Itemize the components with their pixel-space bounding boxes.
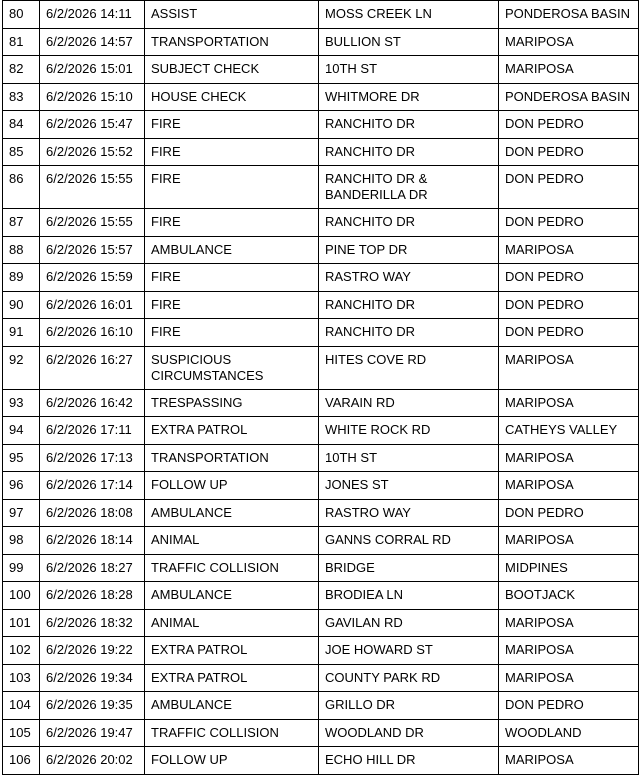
incident-datetime: 6/2/2026 19:22 bbox=[40, 637, 145, 665]
incident-area: DON PEDRO bbox=[499, 138, 639, 166]
incident-location: RANCHITO DR bbox=[319, 111, 499, 139]
incident-area: DON PEDRO bbox=[499, 166, 639, 209]
table-row bbox=[3, 417, 639, 445]
incident-type: TRESPASSING bbox=[145, 389, 319, 417]
incident-area: PONDEROSA BASIN bbox=[499, 1, 639, 29]
incident-area: DON PEDRO bbox=[499, 291, 639, 319]
incident-type: EXTRA PATROL bbox=[145, 664, 319, 692]
incident-number: 101 bbox=[3, 609, 40, 637]
table-row bbox=[3, 499, 639, 527]
incident-datetime: 6/2/2026 16:10 bbox=[40, 319, 145, 347]
incident-number: 98 bbox=[3, 527, 40, 555]
incident-number: 86 bbox=[3, 166, 40, 209]
incident-datetime: 6/2/2026 14:11 bbox=[40, 1, 145, 29]
incident-type: EXTRA PATROL bbox=[145, 417, 319, 445]
incident-area: PONDEROSA BASIN bbox=[499, 83, 639, 111]
incident-datetime: 6/2/2026 20:02 bbox=[40, 747, 145, 775]
incident-location: HITES COVE RD bbox=[319, 346, 499, 389]
incident-type: FIRE bbox=[145, 291, 319, 319]
incident-number: 91 bbox=[3, 319, 40, 347]
incident-datetime: 6/2/2026 15:55 bbox=[40, 209, 145, 237]
incident-location: ECHO HILL DR bbox=[319, 747, 499, 775]
incident-number: 94 bbox=[3, 417, 40, 445]
incident-location: WHITE ROCK RD bbox=[319, 417, 499, 445]
table-row bbox=[3, 28, 639, 56]
incident-datetime: 6/2/2026 18:27 bbox=[40, 554, 145, 582]
incident-location: WOODLAND DR bbox=[319, 719, 499, 747]
incident-type: TRAFFIC COLLISION bbox=[145, 554, 319, 582]
incident-datetime: 6/2/2026 14:57 bbox=[40, 28, 145, 56]
incident-type: AMBULANCE bbox=[145, 236, 319, 264]
table-row bbox=[3, 346, 639, 389]
incident-area: MARIPOSA bbox=[499, 56, 639, 84]
table-row bbox=[3, 664, 639, 692]
incident-number: 81 bbox=[3, 28, 40, 56]
table-row bbox=[3, 138, 639, 166]
incident-type: TRAFFIC COLLISION bbox=[145, 719, 319, 747]
incident-area: BOOTJACK bbox=[499, 582, 639, 610]
incident-location: COUNTY PARK RD bbox=[319, 664, 499, 692]
incident-area: DON PEDRO bbox=[499, 264, 639, 292]
incident-number: 102 bbox=[3, 637, 40, 665]
incident-area: MARIPOSA bbox=[499, 664, 639, 692]
incident-area: MARIPOSA bbox=[499, 527, 639, 555]
table-row bbox=[3, 719, 639, 747]
incident-datetime: 6/2/2026 15:55 bbox=[40, 166, 145, 209]
incident-location: RANCHITO DR bbox=[319, 319, 499, 347]
incident-type: FOLLOW UP bbox=[145, 472, 319, 500]
incident-number: 82 bbox=[3, 56, 40, 84]
table-row bbox=[3, 166, 639, 209]
table-row bbox=[3, 264, 639, 292]
incident-type: ASSIST bbox=[145, 1, 319, 29]
table-row bbox=[3, 554, 639, 582]
incident-datetime: 6/2/2026 16:42 bbox=[40, 389, 145, 417]
incident-number: 80 bbox=[3, 1, 40, 29]
table-row bbox=[3, 582, 639, 610]
incident-location: WHITMORE DR bbox=[319, 83, 499, 111]
incident-location: MOSS CREEK LN bbox=[319, 1, 499, 29]
incident-location: BRODIEA LN bbox=[319, 582, 499, 610]
incident-number: 93 bbox=[3, 389, 40, 417]
incident-datetime: 6/2/2026 15:10 bbox=[40, 83, 145, 111]
incident-datetime: 6/2/2026 18:32 bbox=[40, 609, 145, 637]
incident-number: 100 bbox=[3, 582, 40, 610]
table-row bbox=[3, 609, 639, 637]
table-row bbox=[3, 291, 639, 319]
incident-area: WOODLAND bbox=[499, 719, 639, 747]
incident-datetime: 6/2/2026 19:47 bbox=[40, 719, 145, 747]
incident-location: GAVILAN RD bbox=[319, 609, 499, 637]
incident-area: DON PEDRO bbox=[499, 209, 639, 237]
incident-area: DON PEDRO bbox=[499, 319, 639, 347]
incident-number: 106 bbox=[3, 747, 40, 775]
incident-area: MARIPOSA bbox=[499, 389, 639, 417]
incident-datetime: 6/2/2026 17:11 bbox=[40, 417, 145, 445]
incident-number: 99 bbox=[3, 554, 40, 582]
table-row bbox=[3, 1, 639, 29]
table-row bbox=[3, 111, 639, 139]
incident-datetime: 6/2/2026 18:08 bbox=[40, 499, 145, 527]
incident-type: SUBJECT CHECK bbox=[145, 56, 319, 84]
incident-location: 10TH ST bbox=[319, 56, 499, 84]
incident-datetime: 6/2/2026 19:35 bbox=[40, 692, 145, 720]
incident-location: VARAIN RD bbox=[319, 389, 499, 417]
incident-number: 88 bbox=[3, 236, 40, 264]
incident-location: RANCHITO DR bbox=[319, 291, 499, 319]
incident-number: 89 bbox=[3, 264, 40, 292]
incident-area: DON PEDRO bbox=[499, 111, 639, 139]
incident-datetime: 6/2/2026 18:14 bbox=[40, 527, 145, 555]
incident-area: MARIPOSA bbox=[499, 346, 639, 389]
incident-location: GANNS CORRAL RD bbox=[319, 527, 499, 555]
incident-number: 92 bbox=[3, 346, 40, 389]
incident-location: RASTRO WAY bbox=[319, 264, 499, 292]
incident-area: MARIPOSA bbox=[499, 637, 639, 665]
incident-log-body bbox=[3, 1, 639, 775]
table-row bbox=[3, 444, 639, 472]
incident-number: 90 bbox=[3, 291, 40, 319]
incident-log-table bbox=[2, 0, 639, 775]
incident-area: DON PEDRO bbox=[499, 692, 639, 720]
incident-datetime: 6/2/2026 15:01 bbox=[40, 56, 145, 84]
incident-location: RANCHITO DR bbox=[319, 209, 499, 237]
table-row bbox=[3, 56, 639, 84]
incident-location: JOE HOWARD ST bbox=[319, 637, 499, 665]
incident-location: GRILLO DR bbox=[319, 692, 499, 720]
incident-area: MARIPOSA bbox=[499, 472, 639, 500]
incident-number: 83 bbox=[3, 83, 40, 111]
incident-datetime: 6/2/2026 17:14 bbox=[40, 472, 145, 500]
incident-type: FIRE bbox=[145, 209, 319, 237]
incident-type: AMBULANCE bbox=[145, 692, 319, 720]
incident-type: TRANSPORTATION bbox=[145, 444, 319, 472]
incident-location: RANCHITO DR & BANDERILLA DR bbox=[319, 166, 499, 209]
incident-location: JONES ST bbox=[319, 472, 499, 500]
incident-number: 84 bbox=[3, 111, 40, 139]
incident-type: EXTRA PATROL bbox=[145, 637, 319, 665]
incident-type: AMBULANCE bbox=[145, 582, 319, 610]
incident-number: 97 bbox=[3, 499, 40, 527]
incident-location: PINE TOP DR bbox=[319, 236, 499, 264]
incident-area: DON PEDRO bbox=[499, 499, 639, 527]
incident-datetime: 6/2/2026 17:13 bbox=[40, 444, 145, 472]
incident-datetime: 6/2/2026 15:57 bbox=[40, 236, 145, 264]
incident-datetime: 6/2/2026 15:59 bbox=[40, 264, 145, 292]
incident-type: ANIMAL bbox=[145, 527, 319, 555]
incident-datetime: 6/2/2026 19:34 bbox=[40, 664, 145, 692]
incident-area: MARIPOSA bbox=[499, 444, 639, 472]
incident-area: MARIPOSA bbox=[499, 609, 639, 637]
incident-location: 10TH ST bbox=[319, 444, 499, 472]
table-row bbox=[3, 747, 639, 775]
table-row bbox=[3, 389, 639, 417]
table-row bbox=[3, 527, 639, 555]
incident-type: HOUSE CHECK bbox=[145, 83, 319, 111]
incident-datetime: 6/2/2026 15:52 bbox=[40, 138, 145, 166]
incident-type: FIRE bbox=[145, 319, 319, 347]
incident-number: 96 bbox=[3, 472, 40, 500]
incident-type: AMBULANCE bbox=[145, 499, 319, 527]
incident-area: MIDPINES bbox=[499, 554, 639, 582]
incident-number: 103 bbox=[3, 664, 40, 692]
incident-location: RASTRO WAY bbox=[319, 499, 499, 527]
incident-type: FIRE bbox=[145, 111, 319, 139]
incident-area: CATHEYS VALLEY bbox=[499, 417, 639, 445]
table-row bbox=[3, 637, 639, 665]
incident-type: FOLLOW UP bbox=[145, 747, 319, 775]
table-row bbox=[3, 209, 639, 237]
incident-type: FIRE bbox=[145, 264, 319, 292]
table-row bbox=[3, 83, 639, 111]
incident-type: TRANSPORTATION bbox=[145, 28, 319, 56]
incident-datetime: 6/2/2026 16:01 bbox=[40, 291, 145, 319]
incident-type: SUSPICIOUS CIRCUMSTANCES bbox=[145, 346, 319, 389]
incident-area: MARIPOSA bbox=[499, 747, 639, 775]
table-row bbox=[3, 236, 639, 264]
incident-datetime: 6/2/2026 18:28 bbox=[40, 582, 145, 610]
incident-number: 105 bbox=[3, 719, 40, 747]
incident-number: 85 bbox=[3, 138, 40, 166]
incident-location: BULLION ST bbox=[319, 28, 499, 56]
incident-type: ANIMAL bbox=[145, 609, 319, 637]
incident-number: 104 bbox=[3, 692, 40, 720]
incident-area: MARIPOSA bbox=[499, 28, 639, 56]
incident-number: 87 bbox=[3, 209, 40, 237]
incident-datetime: 6/2/2026 15:47 bbox=[40, 111, 145, 139]
incident-type: FIRE bbox=[145, 138, 319, 166]
incident-number: 95 bbox=[3, 444, 40, 472]
table-row bbox=[3, 692, 639, 720]
incident-location: RANCHITO DR bbox=[319, 138, 499, 166]
incident-datetime: 6/2/2026 16:27 bbox=[40, 346, 145, 389]
table-row bbox=[3, 472, 639, 500]
incident-location: BRIDGE bbox=[319, 554, 499, 582]
table-row bbox=[3, 319, 639, 347]
incident-type: FIRE bbox=[145, 166, 319, 209]
incident-area: MARIPOSA bbox=[499, 236, 639, 264]
